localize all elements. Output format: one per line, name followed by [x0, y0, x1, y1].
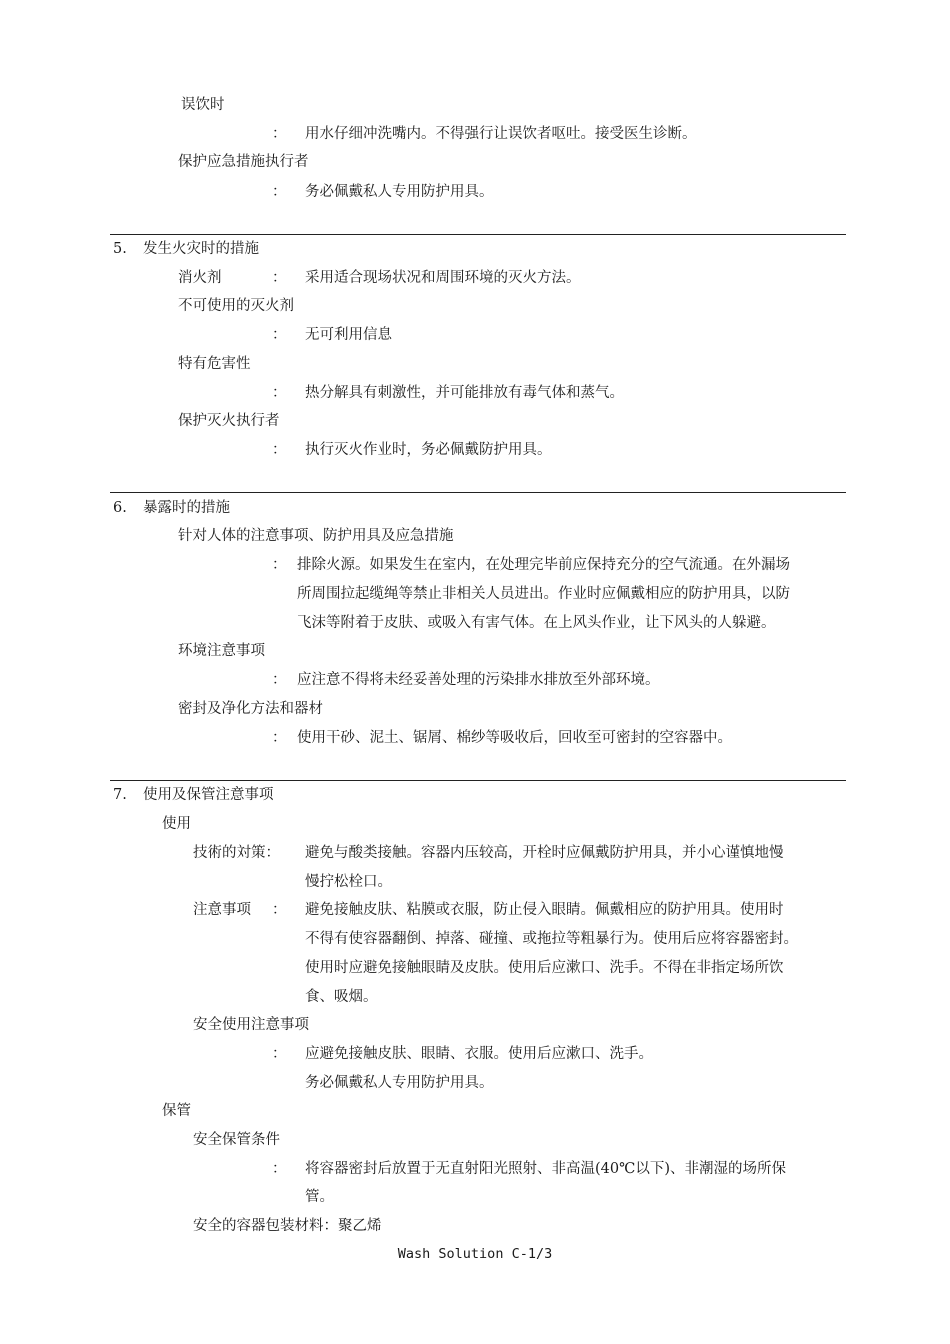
subheading-use: 使用 — [162, 816, 191, 832]
colon: ： — [272, 184, 287, 200]
label-storage-conditions: 安全保管条件 — [193, 1132, 280, 1148]
label-first-aider-protection: 保护应急措施执行者 — [178, 154, 309, 170]
colon: ： — [272, 730, 287, 746]
value-technical-measures-line2: 慢拧松栓口。 — [305, 874, 392, 890]
packaging-materials: 安全的容器包装材料：聚乙烯 — [193, 1218, 382, 1234]
value-storage-conditions-line1: 将容器密封后放置于无直射阳光照射、非高温(40℃以下)、非潮湿的场所保 — [305, 1161, 786, 1177]
subheading-storage: 保管 — [162, 1103, 191, 1119]
value-personal-precautions-line2: 所周围拉起缆绳等禁止非相关人员进出。作业时应佩戴相应的防护用具，以防 — [297, 586, 790, 602]
section-number: 6. — [113, 500, 127, 516]
label-personal-precautions: 针对人体的注意事项、防护用具及应急措施 — [178, 528, 454, 544]
value-precautions-line1: 避免接触皮肤、粘膜或衣服，防止侵入眼睛。佩戴相应的防护用具。使用时 — [305, 902, 784, 918]
value-storage-conditions-line2: 管。 — [305, 1189, 334, 1205]
section-divider — [110, 780, 846, 781]
value-safe-use-line1: 应避免接触皮肤、眼睛、衣服。使用后应漱口、洗手。 — [305, 1046, 653, 1062]
label-technical-measures: 技術的対策： — [193, 845, 280, 861]
label-unsuitable-media: 不可使用的灭火剂 — [178, 298, 294, 314]
section-number: 7. — [113, 787, 127, 803]
label-ingestion: 误饮时 — [181, 97, 225, 113]
value-unsuitable-media: 无可利用信息 — [305, 327, 392, 343]
value-first-aider-protection: 务必佩戴私人专用防护用具。 — [305, 184, 494, 200]
value-environmental-precautions: 应注意不得将未经妥善处理的污染排水排放至外部环境。 — [297, 672, 660, 688]
label-firefighter-protection: 保护灭火执行者 — [178, 413, 280, 429]
colon: ： — [272, 327, 287, 343]
label-containment-methods: 密封及净化方法和器材 — [178, 701, 323, 717]
label-environmental-precautions: 环境注意事项 — [178, 643, 265, 659]
value-safe-use-line2: 务必佩戴私人专用防护用具。 — [305, 1075, 494, 1091]
section-title-exposure: 暴露时的措施 — [143, 500, 230, 516]
section-title-handling-storage: 使用及保管注意事项 — [143, 787, 274, 803]
colon: ： — [272, 385, 287, 401]
value-ingestion: 用水仔细冲洗嘴内。不得强行让误饮者呕吐。接受医生诊断。 — [305, 126, 697, 142]
section-divider — [110, 234, 846, 235]
label-specific-hazards: 特有危害性 — [178, 356, 251, 372]
label-precautions: 注意事项 — [193, 902, 251, 918]
value-technical-measures-line1: 避免与酸类接触。容器内压较高，开栓时应佩戴防护用具，并小心谨慎地慢 — [305, 845, 784, 861]
value-extinguishing-media: 采用适合现场状况和周围环境的灭火方法。 — [305, 270, 581, 286]
colon: ： — [272, 557, 287, 573]
colon: ： — [272, 1161, 287, 1177]
value-precautions-line4: 食、吸烟。 — [305, 989, 378, 1005]
label-safe-use-precautions: 安全使用注意事项 — [193, 1017, 309, 1033]
value-containment-methods: 使用干砂、泥土、锯屑、棉纱等吸收后，回收至可密封的空容器中。 — [297, 730, 732, 746]
colon: ： — [272, 672, 287, 688]
value-firefighter-protection: 执行灭火作业时，务必佩戴防护用具。 — [305, 442, 552, 458]
colon: ： — [272, 270, 287, 286]
value-personal-precautions-line3: 飞沫等附着于皮肤、或吸入有害气体。在上风头作业，让下风头的人躲避。 — [297, 615, 776, 631]
page-footer: Wash Solution C-1/3 — [397, 1246, 553, 1262]
colon: ： — [272, 126, 287, 142]
colon: ： — [272, 902, 287, 918]
value-precautions-line2: 不得有使容器翻倒、掉落、碰撞、或拖拉等粗暴行为。使用后应将容器密封。 — [305, 931, 798, 947]
value-precautions-line3: 使用时应避免接触眼睛及皮肤。使用后应漱口、洗手。不得在非指定场所饮 — [305, 960, 784, 976]
colon: ： — [272, 1046, 287, 1062]
section-number: 5. — [113, 241, 127, 257]
value-specific-hazards: 热分解具有刺激性，并可能排放有毒气体和蒸气。 — [305, 385, 624, 401]
colon: ： — [272, 442, 287, 458]
section-title-fire: 发生火灾时的措施 — [143, 241, 259, 257]
section-divider — [110, 492, 846, 493]
label-extinguishing-media: 消火剂 — [178, 270, 222, 286]
value-personal-precautions-line1: 排除火源。如果发生在室内，在处理完毕前应保持充分的空气流通。在外漏场 — [297, 557, 790, 573]
